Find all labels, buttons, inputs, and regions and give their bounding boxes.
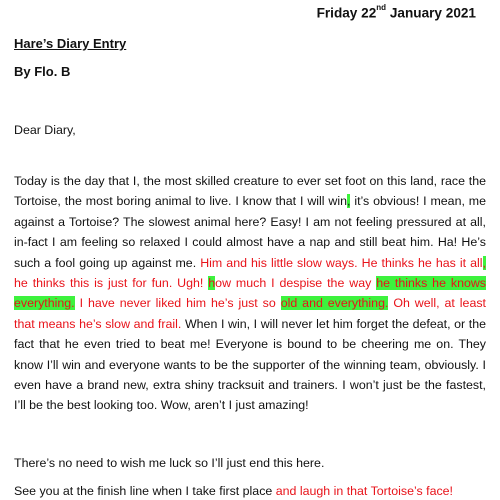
signoff-red-text: and laugh in that Tortoise’s face! [275,484,453,498]
highlighted-comma: , [482,255,486,270]
date-day: Friday 22 [316,5,377,21]
signoff-line [14,484,453,498]
greeting: Dear Diary, [14,123,76,137]
red-text-segment: ow much I despise the way [215,276,377,291]
body-text-segment: it’s obvious! I mean, me against a Tortoise? The slowest animal here? Easy! I am not feeling pressured at all, in-fact I am feeling so relaxed I could almost have a nap and still beat him. Ha! He’s such a fool going up against me. [14,194,486,270]
highlighted-comma: , [347,194,351,209]
signoff-text: See you at the finish line when I take first place [14,484,276,498]
closing-line: There’s no need to wish me luck so I’ll just end this here. [14,456,325,470]
red-text-segment: Oh well, at least that means he’s slow and frail. [14,296,486,331]
highlighted-phrase: he thinks he knows everything. [14,276,486,311]
body-text-segment: Today is the day that I, the most skilled creature to ever set foot on this land, race the Tortoise, the most boring animal to live. I know that I will win [14,174,486,209]
highlighted-phrase: old and everything. [280,296,389,311]
diary-body-paragraph [14,171,486,416]
entry-date [317,5,476,21]
red-text-segment: Him and his little slow ways. He thinks he has it all [200,255,483,270]
highlighted-letter: h [208,276,216,291]
red-text-segment: he thinks this is just for fun. Ugh! [14,276,209,291]
entry-title: Hare’s Diary Entry [14,36,127,51]
red-text-segment: I have never liked him he’s just so [74,296,281,311]
body-text-segment: When I win, I will never let him forget the defeat, or the fact that he even tried to beat me! Everyone is bound to be cheering me on. They know I’ll win and everyone wants to be the supporter of the winning team, obviously. I even have a brand new, extra shiny tracksuit and trainers. I won’t just be the fastest, I’ll be the best looking too. Wow, aren’t I just amazing! [14,316,486,413]
author-line: By Flo. B [14,64,71,79]
date-month-year: January 2021 [386,5,476,21]
date-ordinal-suffix: nd [376,3,387,12]
